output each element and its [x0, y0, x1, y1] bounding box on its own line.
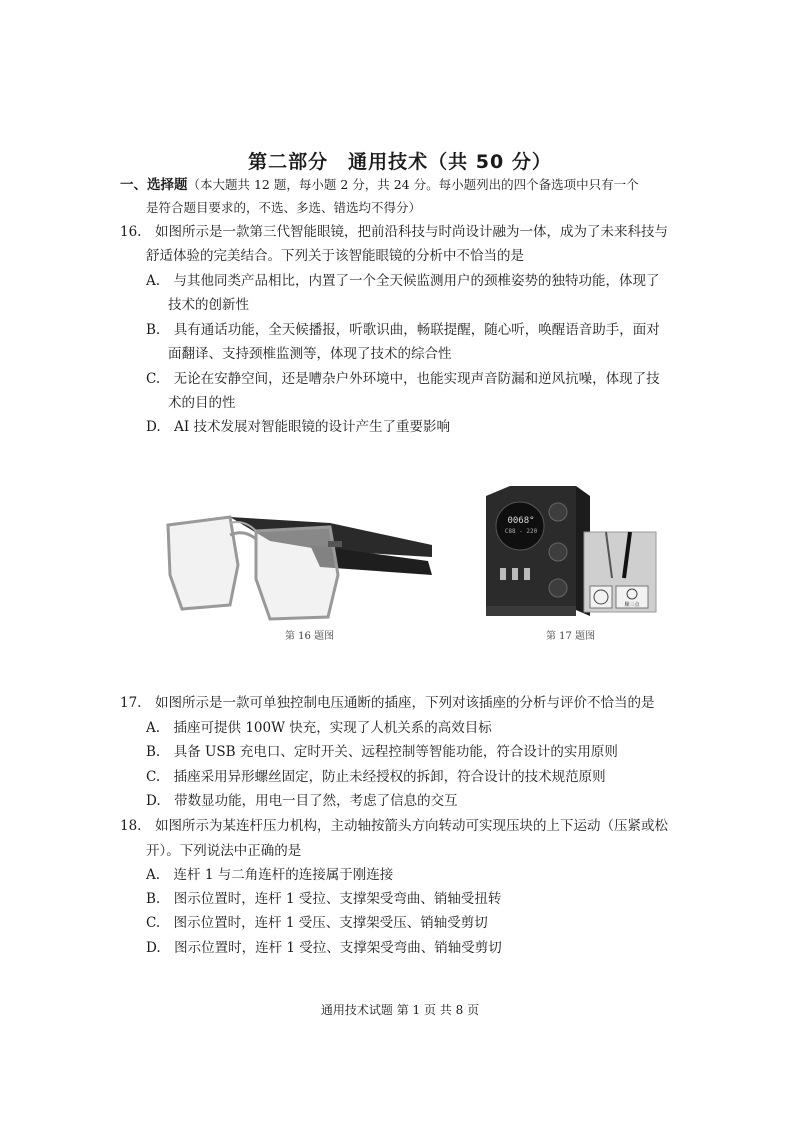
section-note-line2: 是符合题目要求的，不选、多选、错选均不得分） [146, 200, 422, 215]
smart-glasses-figure [160, 505, 450, 625]
q18-option-c: C. 图示位置时，连杆 1 受压、支撑架受压、销轴受剪切 [146, 915, 488, 931]
q17-option-d: D. 带数显功能，用电一目了然，考虑了信息的交互 [146, 793, 458, 809]
fig16-caption: 第 16 题图 [285, 631, 335, 642]
glasses-hinge [328, 541, 342, 547]
q16-option-c-cont: 术的目的性 [168, 395, 236, 411]
usb-port [500, 568, 506, 580]
page-title: 第二部分 通用技术（共 50 分） [248, 151, 552, 173]
q16-stem-line2: 舒适体验的完美结合。下列关于该智能眼镜的分析中不恰当的是 [146, 248, 524, 264]
badge-label: 顺三点 [624, 602, 640, 608]
q18-option-d: D. 图示位置时，连杆 1 受拉、支撑架受弯曲、销轴受剪切 [146, 940, 502, 956]
section-heading: 一、选择题 [120, 177, 188, 193]
q16-option-a-cont: 技术的创新性 [168, 297, 249, 313]
display-readout-top: 0068° [507, 516, 535, 526]
glasses-lens-right [256, 527, 338, 619]
q17-option-a: A. 插座可提供 100W 快充，实现了人机关系的高效目标 [146, 720, 492, 736]
q16-option-b: B. 具有通话功能，全天候播报，听歌识曲，畅联提醒，随心听，唤醒语音助手，面对 [146, 322, 660, 338]
q18-option-a: A. 连杆 1 与二角连杆的连接属于刚连接 [146, 867, 394, 883]
screw-icon-badge [590, 586, 612, 608]
page-footer: 通用技术试题 第 1 页 共 8 页 [320, 1003, 480, 1017]
glasses-lens-left [168, 517, 238, 609]
section-note-line1: （本大题共 12 题，每小题 2 分，共 24 分。每小题列出的四个备选项中只有一个 [187, 177, 639, 192]
q18-option-b: B. 图示位置时，连杆 1 受拉、支撑架受弯曲、销轴受扭转 [146, 891, 502, 907]
q17-stem: 17. 如图所示是一款可单独控制电压通断的插座，下列对该插座的分析与评价不恰当的是 [120, 695, 655, 711]
q16-option-b-cont: 面翻译、支持颈椎监测等，体现了技术的综合性 [168, 346, 452, 362]
display-screen [496, 502, 544, 550]
q18-stem-line1: 18. 如图所示为某连杆压力机构，主动轴按箭头方向转动可实现压块的上下运动（压紧或松 [120, 818, 668, 834]
q17-option-c: C. 插座采用异形螺丝固定，防止未经授权的拆卸，符合设计的技术规范原则 [146, 769, 606, 785]
q17-option-b: B. 具备 USB 充电口、定时开关、远程控制等智能功能，符合设计的实用原则 [146, 744, 618, 760]
power-strip-figure [480, 482, 660, 624]
q16-stem-line1: 16. 如图所示是一款第三代智能眼镜，把前沿科技与时尚设计融为一体，成为了未来科技与 [120, 224, 668, 240]
q16-option-a: A. 与其他同类产品相比，内置了一个全天候监测用户的颈椎姿势的独特功能，体现了 [146, 273, 660, 289]
fig17-caption: 第 17 题图 [546, 631, 596, 642]
display-readout-bottom: C88 - 220 [504, 528, 538, 535]
q18-stem-line2: 开）。下列说法中正确的是 [146, 843, 302, 859]
section-heading-line [120, 176, 639, 194]
q16-option-d: D. AI 技术发展对智能眼镜的设计产生了重要影响 [146, 419, 451, 435]
q16-option-c: C. 无论在安静空间，还是嘈杂户外环境中，也能实现声音防漏和逆风抗噪，体现了技 [146, 371, 660, 387]
